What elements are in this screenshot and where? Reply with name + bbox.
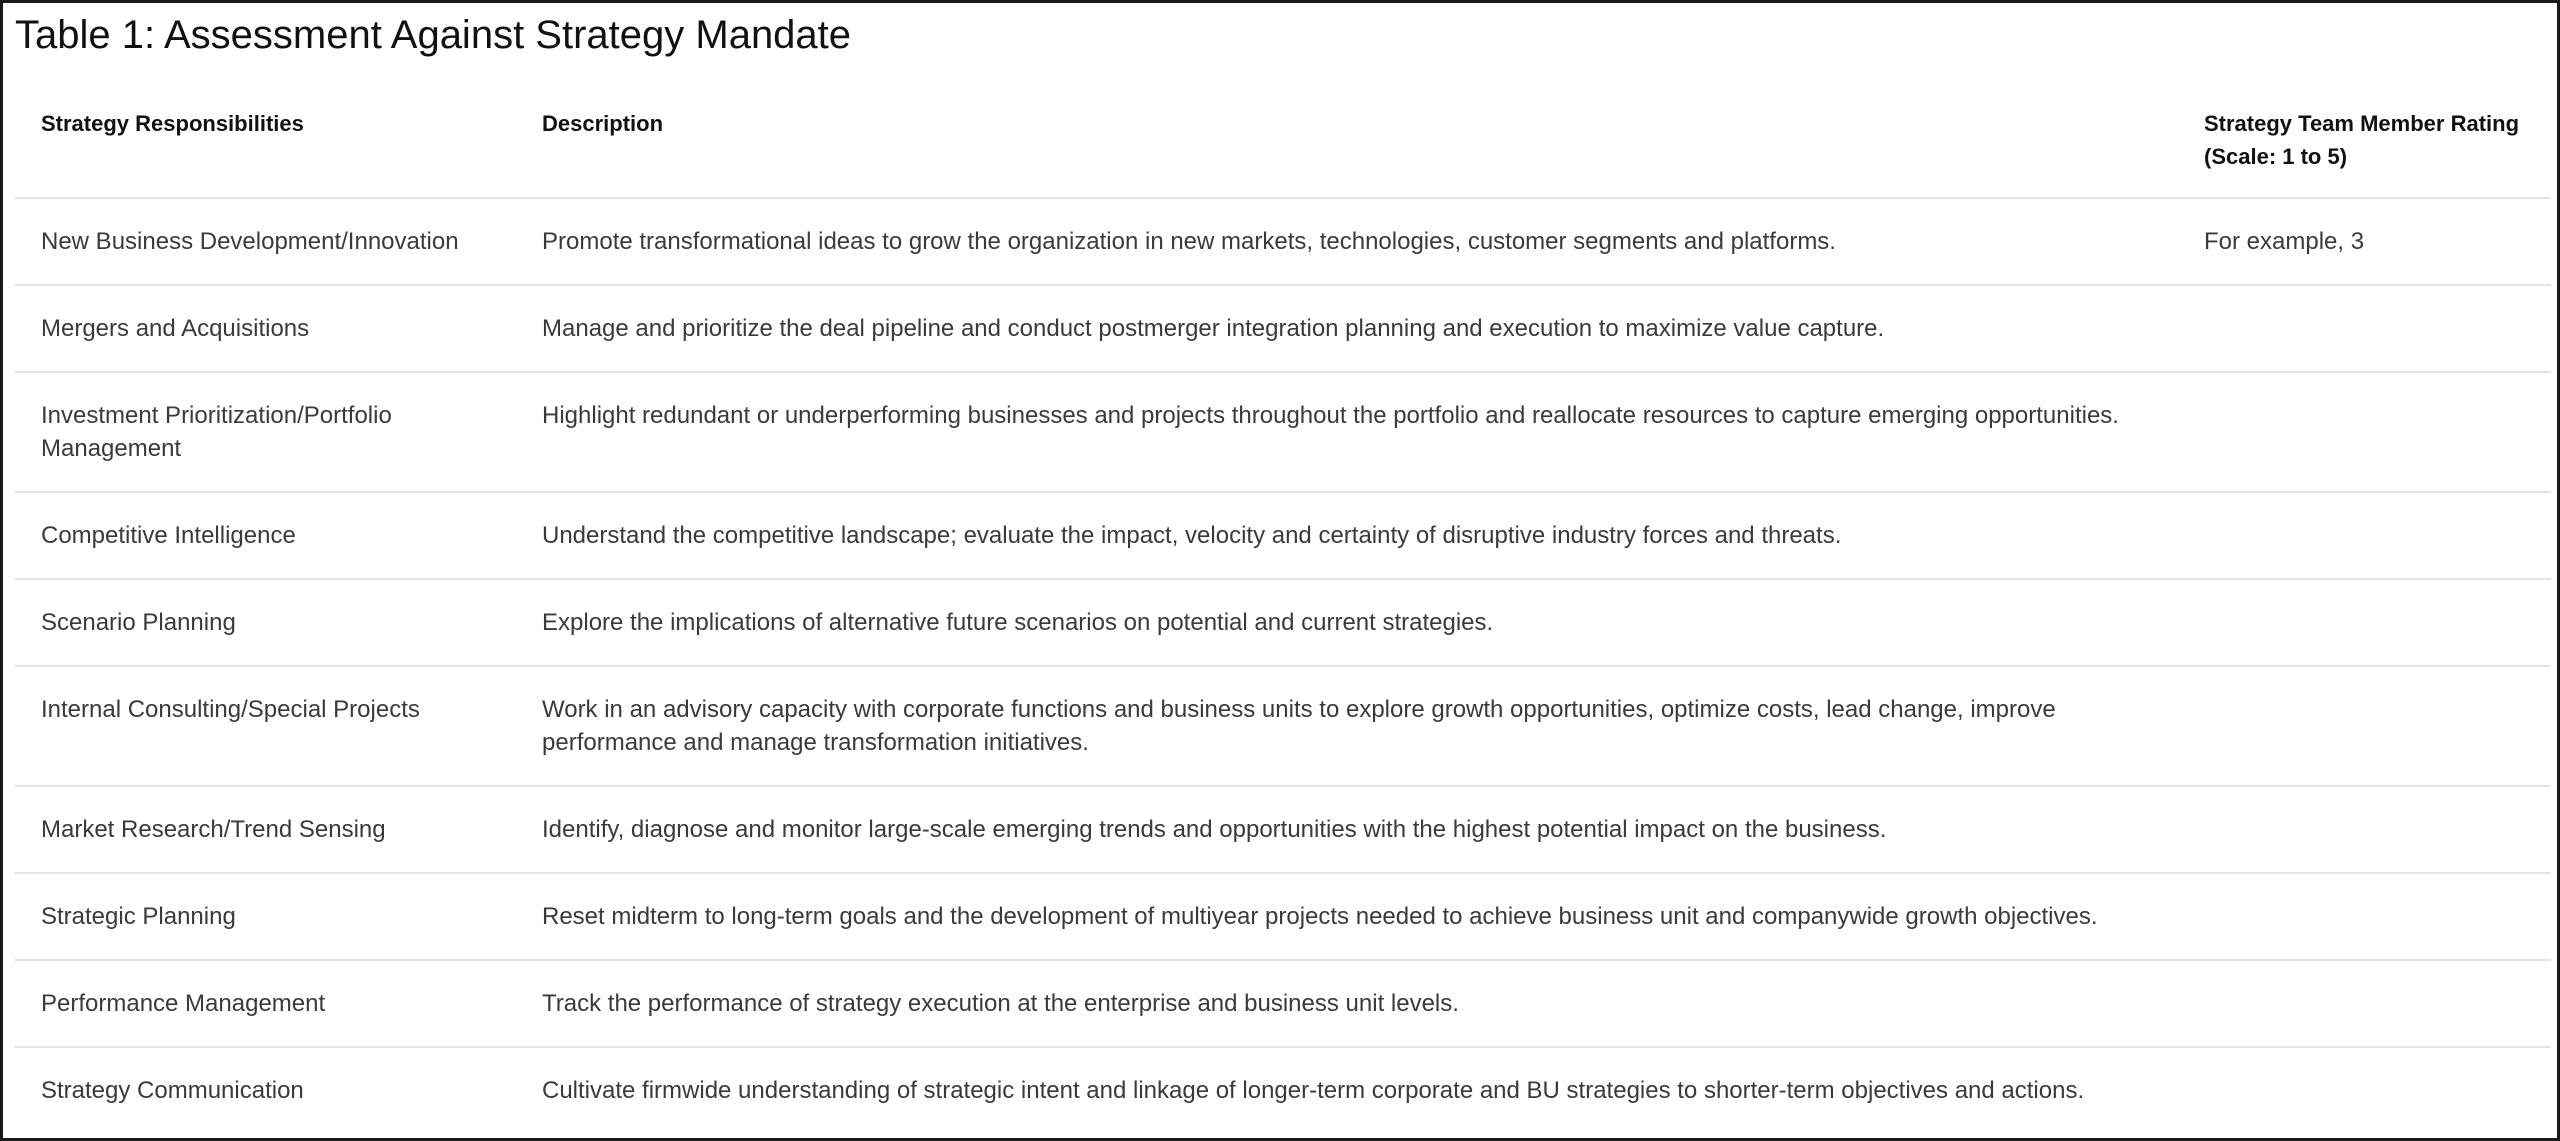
rating-cell: [2178, 874, 2551, 959]
table-row: [15, 493, 2551, 580]
rating-cell: [2178, 1048, 2551, 1135]
table-row: [15, 787, 2551, 874]
rating-cell: [2178, 961, 2551, 1046]
description-cell: Promote transformational ideas to grow the organization in new markets, technologies, customer segments and platforms.: [542, 228, 1836, 255]
header-rating-line2: (Scale: 1 to 5): [2204, 144, 2348, 169]
responsibility-cell: New Business Development/Innovation: [41, 228, 459, 255]
rating-cell: [2178, 667, 2551, 785]
header-responsibilities: Strategy Responsibilities: [41, 111, 304, 136]
table-row: [15, 1048, 2551, 1135]
responsibility-cell: Internal Consulting/Special Projects: [41, 696, 420, 723]
responsibility-cell: Strategy Communication: [41, 1077, 304, 1104]
responsibility-cell: Scenario Planning: [41, 609, 236, 636]
responsibility-cell: Investment Prioritization/Portfolio Management: [41, 402, 392, 462]
table-header-row: [15, 89, 2551, 199]
table-row: [15, 961, 2551, 1048]
rating-cell: [2178, 493, 2551, 578]
rating-cell: [2178, 373, 2551, 491]
description-cell: Manage and prioritize the deal pipeline and conduct postmerger integration planning and execution to maximize value capture.: [542, 315, 1885, 342]
responsibility-cell: Mergers and Acquisitions: [41, 315, 310, 342]
header-description: Description: [542, 111, 664, 136]
table-row: [15, 373, 2551, 493]
responsibility-cell: Strategic Planning: [41, 903, 236, 930]
description-cell: Work in an advisory capacity with corporate functions and business units to explore growth opportunities, optimize costs, lead change, improve performance and manage transformation initiatives.: [542, 696, 2056, 756]
table-title: Table 1: Assessment Against Strategy Mandate: [15, 13, 852, 57]
rating-cell: [2178, 787, 2551, 872]
description-cell: Identify, diagnose and monitor large-scale emerging trends and opportunities with the highest potential impact on the business.: [542, 816, 1887, 843]
description-cell: Highlight redundant or underperforming businesses and projects throughout the portfolio and reallocate resources to capture emerging opportunities.: [542, 402, 2119, 429]
description-cell: Explore the implications of alternative future scenarios on potential and current strategies.: [542, 609, 1494, 636]
table-row: [15, 286, 2551, 373]
table-row: [15, 874, 2551, 961]
rating-cell: [2178, 286, 2551, 371]
description-cell: Cultivate firmwide understanding of strategic intent and linkage of longer-term corporate and BU strategies to shorter-term objectives and actions.: [542, 1077, 2085, 1104]
assessment-table: [15, 89, 2551, 1135]
responsibility-cell: Market Research/Trend Sensing: [41, 816, 386, 843]
header-rating-line1: Strategy Team Member Rating: [2204, 111, 2520, 136]
table-row: [15, 667, 2551, 787]
rating-cell: [2178, 580, 2551, 665]
rating-cell: For example, 3: [2204, 228, 2365, 255]
description-cell: Understand the competitive landscape; evaluate the impact, velocity and certainty of disruptive industry forces and threats.: [542, 522, 1842, 549]
responsibility-cell: Competitive Intelligence: [41, 522, 296, 549]
table-row: [15, 580, 2551, 667]
responsibility-cell: Performance Management: [41, 990, 326, 1017]
header-rating: [2178, 89, 2551, 197]
table-row: [15, 199, 2551, 286]
description-cell: Track the performance of strategy execution at the enterprise and business unit levels.: [542, 990, 1459, 1017]
description-cell: Reset midterm to long-term goals and the development of multiyear projects needed to achieve business unit and companywide growth objectives.: [542, 903, 2098, 930]
